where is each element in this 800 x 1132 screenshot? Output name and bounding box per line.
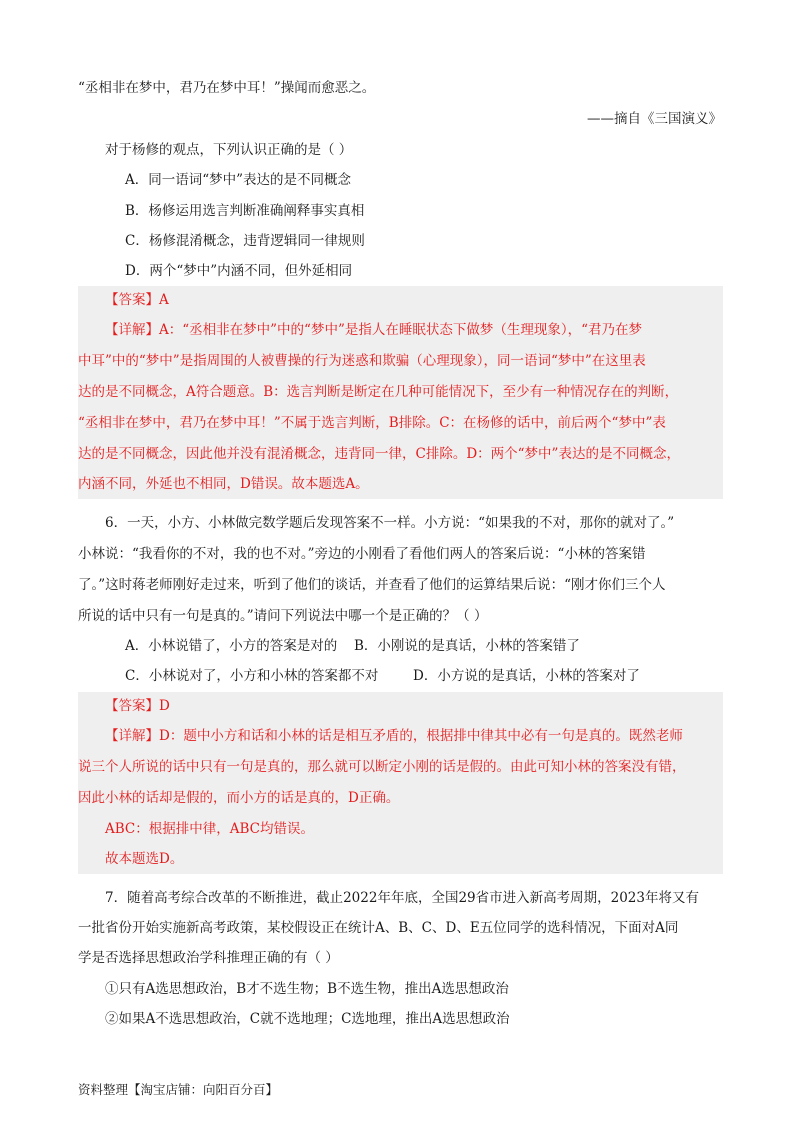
q5-answer-block [78,286,723,499]
q7-stem-line: 学是否选择思想政治学科推理正确的有（ ） [78,950,339,966]
q6-option-c: C．小林说对了，小方和小林的答案都不对 [125,668,379,684]
q5-option-b: B．杨修运用选言判断准确阐释事实真相 [125,203,365,219]
q6-stem-line: 了。”这时蒋老师刚好走过来，听到了他们的谈话，并查看了他们的运算结果后说：“刚才你们三个人 [78,577,666,593]
q6-analysis-line: 因此小林的话却是假的，而小方的话是真的，D正确。 [78,790,400,806]
q5-analysis-line: 内涵不同，外延也不相同，D错误。故本题选A。 [78,476,369,492]
q6-option-d: D．小方说的是真话，小林的答案对了 [413,668,640,684]
q5-option-c: C．杨修混淆概念，违背逻辑同一律规则 [125,233,365,249]
q6-stem-line: 6．一天，小方、小林做完数学题后发现答案不一样。小方说：“如果我的不对，那你的就对了。” [105,515,675,531]
q5-analysis-line: 达的是不同概念，A符合题意。B：选言判断是断定在几种可能情况下，至少有一种情况存在的判断， [78,384,679,400]
q6-answer-block [78,692,723,874]
q7-item-1: ①只有A选思想政治，B才不选生物；B不选生物，推出A选思想政治 [105,981,509,997]
q6-option-a: A．小林说错了，小方的答案是对的 [125,638,338,654]
q6-analysis-line: ABC：根据排中律，ABC均错误。 [105,821,314,837]
quote-source: ——摘自《三国演义》 [587,111,722,127]
q7-stem-line: 7．随着高考综合改革的不断推进，截止2022年年底，全国29省市进入新高考周期，2023年将又有 [105,890,699,906]
q6-analysis-line: 【详解】D：题中小方和话和小林的话是相互矛盾的，根据排中律其中必有一句是真的。既然老师 [105,728,683,744]
q5-option-a: A．同一语词“梦中”表达的是不同概念 [125,172,352,188]
page-footer: 资料整理【淘宝店铺：向阳百分百】 [78,1082,279,1097]
q6-answer: 【答案】D [105,698,170,714]
q5-option-d: D．两个“梦中”内涵不同，但外延相同 [125,263,353,279]
q5-stem: 对于杨修的观点，下列认识正确的是（ ） [105,142,353,158]
q7-item-2: ②如果A不选思想政治，C就不选地理；C选地理，推出A选思想政治 [105,1011,510,1027]
q7-stem-line: 一批省份开始实施新高考政策，某校假设正在统计A、B、C、D、E五位同学的选科情况，下面对A同 [78,920,679,936]
q5-analysis-line: 【详解】A：“丞相非在梦中”中的“梦中”是指人在睡眠状态下做梦（生理现象），“君乃在梦 [105,322,643,338]
q6-option-b: B．小刚说的是真话，小林的答案错了 [354,638,580,654]
q6-analysis-line: 说三个人所说的话中只有一句是真的，那么就可以断定小刚的话是假的。由此可知小林的答案没有错， [78,759,686,775]
q6-stem-line: 小林说：“我看你的不对，我的也不对。”旁边的小刚看了看他们两人的答案后说：“小林的答案错 [78,546,646,562]
q6-analysis-line: 故本题选D。 [105,851,184,867]
q5-analysis-line: 中耳”中的“梦中”是指周围的人被曹操的行为迷惑和欺骗（心理现象），同一语词“梦中”在这里表 [78,353,646,369]
q5-analysis-line: “丞相非在梦中，君乃在梦中耳！”不属于选言判断，B排除。C：在杨修的话中，前后两个“梦中”表 [78,415,666,431]
quote-line: “丞相非在梦中，君乃在梦中耳！”操闻而愈恶之。 [78,80,376,96]
q6-stem-line: 所说的话中只有一句是真的。”请问下列说法中哪一个是正确的？（ ） [78,608,488,624]
q5-analysis-line: 达的是不同概念，因此他并没有混淆概念，违背同一律，C排除。D：两个“梦中”表达的是不同概念， [78,446,680,462]
q5-answer: 【答案】A [105,292,169,308]
